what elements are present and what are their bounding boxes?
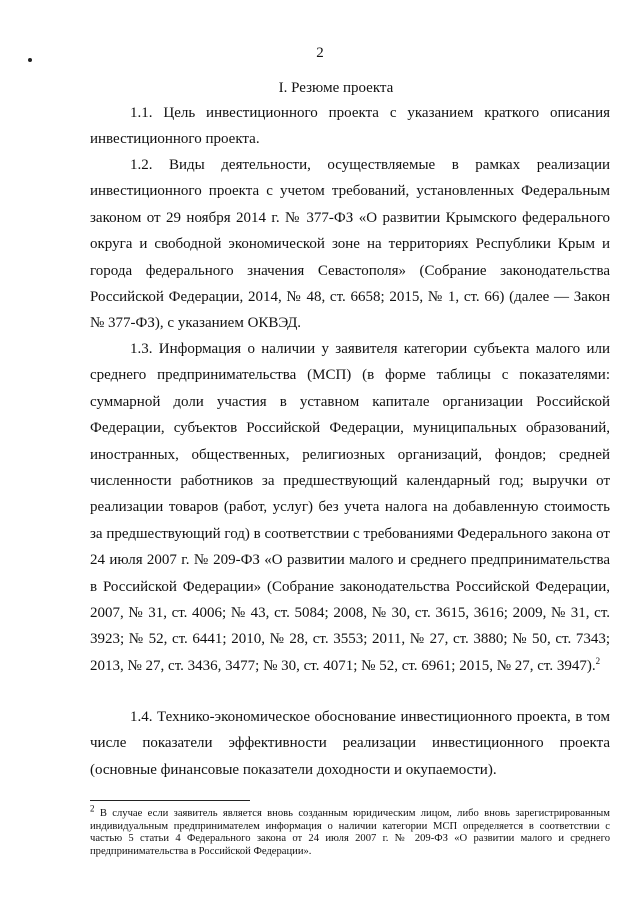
paragraph-1-2-text: 1.2. Виды деятельности, осуществляемые в рамках реализации инвестиционного проекта с учетом требований, установленных Федеральным законом от 29 ноября 2014 г. № 377-ФЗ «О развитии Крымского федерального округа и свободной экономической зоне на территориях Республики Крым и города федерального значения Севастополя» (Собрание законодательства Российской Федерации, 2014, № 48, ст. 6658; 2015, № 1, ст. 66) (далее — Закон № 377-ФЗ), с указанием ОКВЭД. [90,157,610,332]
section-title: I. Резюме проекта [278,80,394,96]
footnote-wrap [90,803,610,858]
paragraph-1-1-text: 1.1. Цель инвестиционного проекта с указанием краткого описания инвестиционного проекта. [90,105,610,148]
paragraph-1-3-text: 1.3. Информация о наличии у заявителя категории субъекта малого или среднего предпринимательства (МСП) (в форме таблицы с показателями: суммарной доли участия в уставном капитале организации Российской Федерации, субъектов Российской Федерации, муниципальных образований, иностранных, общественных, религиозных организаций, фондов; средней численности работников за предшествующий календарный год; выручки от реализации товаров (работ, услуг) без учета налога на добавленную стоимость за предшествующий год) в соответствии с требованиями Федерального закона от 24 июля 2007 г. № 209-ФЗ «О развитии малого и среднего предпринимательства в Российской Федерации» (Собрание законодательства Российской Федерации, 2007, № 31, ст. 4006; № 43, ст. 5084; 2008, № 30, ст. 3615, 3616; 2009, № 31, ст. 3923; № 52, ст. 6441; 2010, № 28, ст. 3553; 2011, № 27, ст. 3880; № 50, ст. 7343; 2013, № 27, ст. 3436, 3477; № 30, ст. 4071; № 52, ст. 6961; 2015, № 27, ст. 3947). [90,341,610,674]
footnote [90,803,610,858]
footnote-text: В случае если заявитель является вновь созданным юридическим лицом, либо вновь зарегистрированным индивидуальным предпринимателем информация о наличии категории МСП определяется в соответствии с частью 5 статьи 4 Федерального закона от 24 июля 2007 г. № 209-ФЗ «О развитии малого и среднего предпринимательства в Российской Федерации». [90,808,610,857]
paragraph-1-4-text: 1.4. Технико-экономическое обоснование инвестиционного проекта, в том числе показатели эффективности реализации инвестиционного проекта (основные финансовые показатели доходности и окупаемости). [90,709,610,778]
footnote-separator [90,800,250,801]
paragraph-1-4 [90,704,610,783]
paragraph-1-2 [90,152,610,337]
paragraph-1-3-wrap [90,336,610,679]
paragraph-1-1 [90,100,610,153]
paragraph-1-3 [90,336,610,679]
page-number: 2 [316,45,324,61]
footnote-marker: 2 [90,803,95,814]
footnote-reference: 2 [595,655,601,666]
